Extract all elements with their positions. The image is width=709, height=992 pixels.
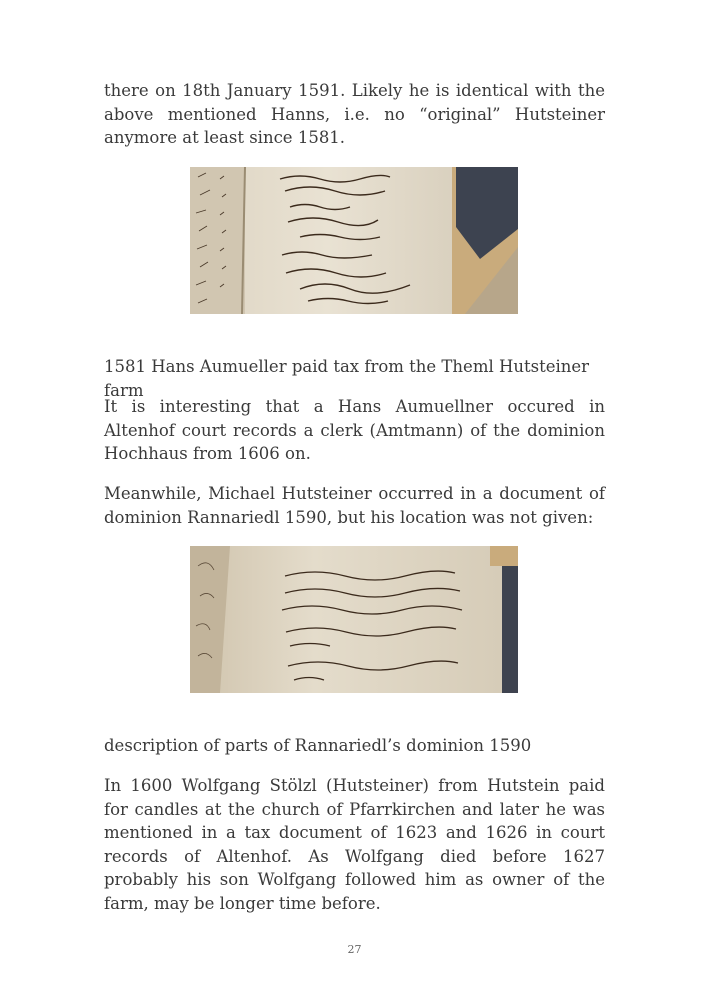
paragraph-wolfgang (104, 774, 605, 915)
manuscript-photo-1590 (190, 546, 518, 693)
paragraph-text: In 1600 Wolfgang Stölzl (Hutsteiner) from Hutstein paid for candles at the church of Pfarrkirchen and later he was mentioned in a tax document of 1623 and 1626 in court records of Altenhof. As Wolfgang died before 1627 probably his son Wolfgang followed him as owner of the farm, may be longer time before. (104, 776, 605, 913)
caption-1590 (104, 734, 605, 758)
paragraph-text: there on 18th January 1591. Likely he is identical with the above mentioned Hanns, i.e. no “original” Hutsteiner anymore at least since 1581. (104, 81, 605, 147)
paragraph-text: Meanwhile, Michael Hutsteiner occurred in a document of dominion Rannariedl 1590, but his location was not given: (104, 484, 605, 527)
manuscript-image (190, 546, 518, 693)
manuscript-image (190, 167, 518, 314)
paragraph-text: It is interesting that a Hans Aumuellner occured in Altenhof court records a clerk (Amtmann) of the dominion Hochhaus from 1606 on. (104, 397, 605, 463)
paragraph-aumuellner (104, 395, 605, 466)
caption-text: 1581 Hans Aumueller paid tax from the Theml Hutsteiner farm (104, 357, 590, 400)
paragraph-michael (104, 482, 605, 529)
caption-text: description of parts of Rannariedl’s dominion 1590 (104, 736, 532, 755)
paragraph-intro (104, 79, 605, 150)
manuscript-photo-1581 (190, 167, 518, 314)
page-number: 27 (347, 943, 362, 956)
